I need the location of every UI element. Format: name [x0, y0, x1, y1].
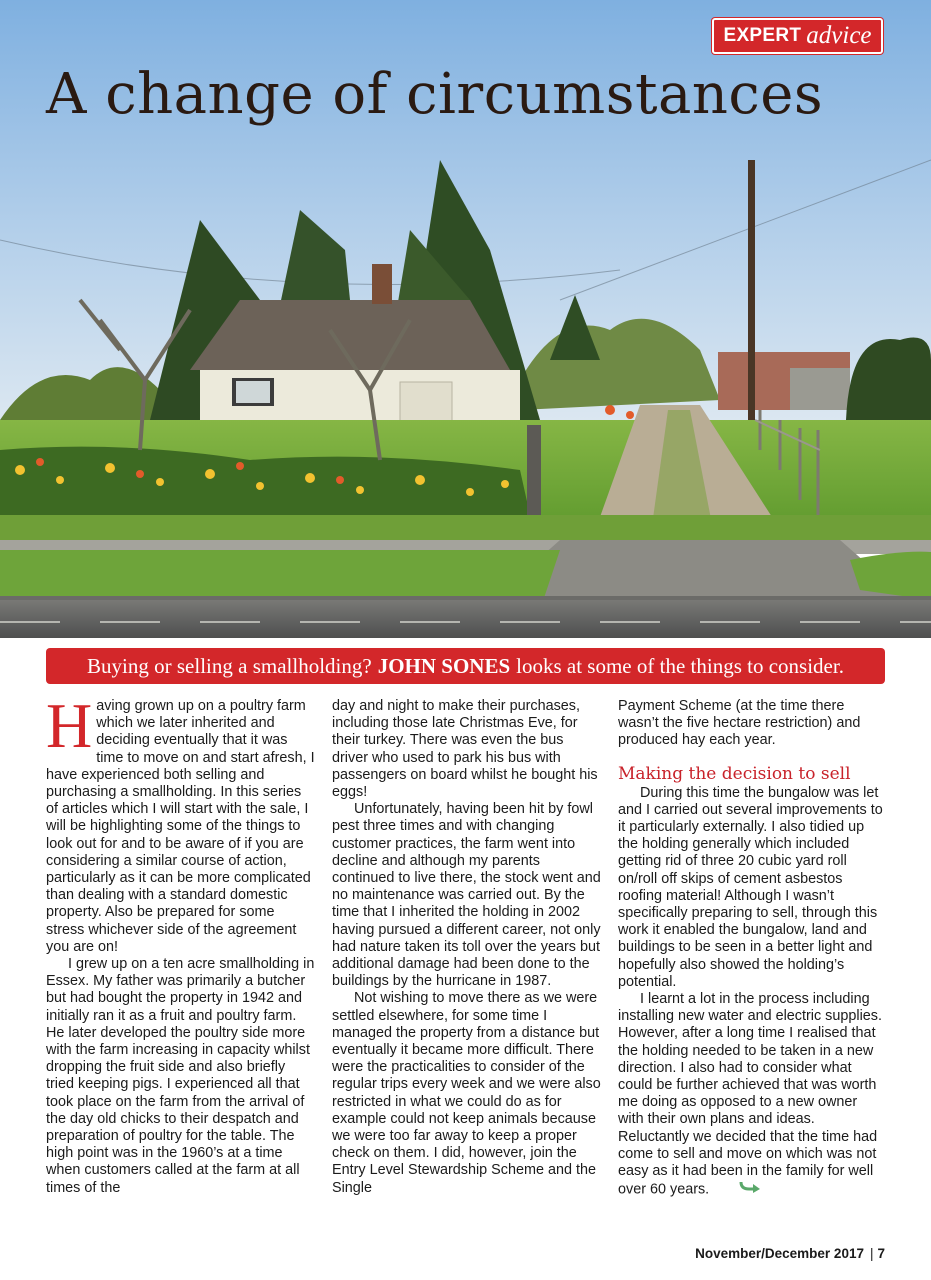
paragraph-text: I learnt a lot in the process including installing new water and electric supplies. However, after a long time I realised that the holding needed to be taken in a new direction. I also had to consider what could be further achieved that was worth me doing as opposed to a new owner with their own plans and ideas. Reluctantly we decided that the time had come to sell and move on which was not easy as it had been in the family for well over 60 years.	[618, 991, 882, 1198]
article-column-3	[618, 698, 886, 1199]
expert-advice-badge	[712, 18, 883, 54]
section-subhead: Making the decision to sell	[618, 763, 851, 784]
paragraph	[618, 991, 886, 1199]
page-footer	[695, 1246, 885, 1261]
article-column-1	[46, 690, 316, 1197]
paragraph: day and night to make their purchases, including those late Christmas Eve, for their turkey. There was even the bus driver who used to park his bus with passengers on board whilst he bought his eggs!	[332, 698, 598, 801]
paragraph: Unfortunately, having been hit by fowl pest three times and with changing customer practices, the farm went into decline and although my parents continued to live there, the stock went and no maintenance was carried out. By the time that I inherited the holding in 2002 having pursued a different career, not only had nature taken its toll over the years but additional damage had been done to the buildings by the hurricane in 1987.	[332, 801, 601, 990]
paragraph: During this time the bungalow was let and I carried out several improvements to it particularly externally. I also tidied up the holding generally which included getting rid of three 20 cubic yard roll on/roll off skips of cement asbestos roofing material! Although I wasn’t specifically preparing to sell, through this work it enabled the bungalow, land and buildings to be seen in a better light and hopefully also showed the holding’s potential.	[618, 784, 883, 990]
issue-date: November/December 2017	[695, 1246, 864, 1261]
badge-expert-label: EXPERT	[723, 25, 802, 46]
article-column-2	[332, 698, 602, 1197]
standfirst-banner	[46, 648, 885, 684]
paragraph-text: aving grown up on a poultry farm which we later inherited and deciding eventually that it was time to move on and start afresh, I have experienced both selling and purchasing a smallholding. In this series of articles which I will start with the sale, I will be highlighting some of the things to look out for and to be aware of if you are considering a similar course of action, particularly as it can be more complicated than dealing with a standard domestic property. Also be prepared for some stress whichever side of the agreement you are on!	[46, 698, 315, 955]
continue-arrow-icon	[717, 1180, 761, 1199]
badge-advice-label: advice	[806, 22, 872, 49]
drop-cap: H	[46, 690, 93, 761]
footer-separator: |	[869, 1246, 874, 1261]
page-title: A change of circumstances	[46, 62, 824, 127]
paragraph	[46, 690, 316, 956]
paragraph: Not wishing to move there as we were settled elsewhere, for some time I managed the property from a distance but eventually it became more difficult. There were the practicalities to consider of the regular trips every week and we were also restricted in what we could do as for example could not keep animals because we were too far away to keep a proper check on them. I did, however, join the Entry Level Stewardship Scheme and the Single	[332, 990, 601, 1196]
author-name: JOHN SONES	[377, 653, 511, 678]
standfirst-tail: looks at some of the things to consider.	[516, 653, 844, 678]
standfirst-lead: Buying or selling a smallholding?	[87, 653, 372, 678]
hero-photo	[0, 0, 931, 638]
paragraph: Payment Scheme (at the time there wasn’t the five hectare restriction) and produced hay each year.	[618, 698, 861, 749]
paragraph: I grew up on a ten acre smallholding in Essex. My father was primarily a butcher but had bought the property in 1942 and initially ran it as a fruit and poultry farm. He later developed the poultry side more with the farm increasing in capacity whilst dropping the fruit side and also briefly tried keeping pigs. I experienced all that took place on the farm from the arrival of the day old chicks to their despatch and preparation of poultry for the table. The high point was in the 1960’s at a time when customers called at the farm at all times of the	[46, 956, 315, 1196]
page-number: 7	[877, 1246, 885, 1261]
